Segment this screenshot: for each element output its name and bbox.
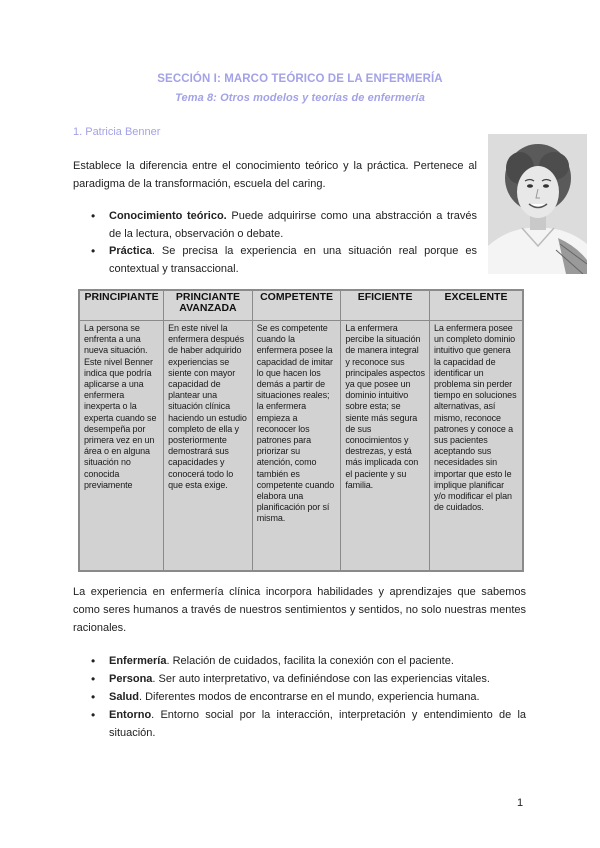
- table-header: EFICIENTE: [341, 291, 430, 321]
- list-item: • Salud. Diferentes modos de encontrarse en el mundo, experiencia humana.: [73, 689, 526, 707]
- table-header: COMPETENTE: [252, 291, 341, 321]
- paradigm-list: [73, 653, 526, 743]
- intro-paragraph: Establece la diferencia entre el conocimiento teórico y la práctica. Pertenece al paradigma de la transformación, escuela del caring.: [73, 160, 477, 190]
- list-item: • Enfermería. Relación de cuidados, facilita la conexión con el paciente.: [73, 653, 526, 671]
- list-item: • Conocimiento teórico. Puede adquirirse como una abstracción a través de la lectura, observación o debate.: [73, 208, 477, 243]
- table-cell: La persona se enfrenta a una nueva situación. Este nivel Benner indica que podría aplicarse a una enfermera inexperta o la experta cuando se desempeña por primera vez en un área o en alguna situación no conocida previamente: [80, 321, 164, 571]
- section-title: SECCIÓN I: MARCO TEÓRICO DE LA ENFERMERÍA: [157, 73, 443, 85]
- table-cell: La enfermera posee un completo dominio intuitivo que genera la capacidad de identificar un problema sin perder tiempo en soluciones alternativas, así mismo, reconoce patrones y conoce a sus pacientes aceptando sus necesidades sin importar que esto le implique planificar y/o modificar el plan de cuidados.: [429, 321, 522, 571]
- table-header: EXCELENTE: [429, 291, 522, 321]
- topic-title: Tema 8: Otros modelos y teorías de enfermería: [175, 92, 425, 104]
- table-row: [80, 321, 523, 571]
- table-header: PRINCIPIANTE: [80, 291, 164, 321]
- table-cell: Se es competente cuando la enfermera posee la capacidad de imitar lo que hacen los demás a partir de situaciones reales; la enfermera empieza a reconocer los patrones para priorizar su atención, como también es competente cuando elabora una planificación por sí misma.: [252, 321, 341, 571]
- patricia-benner-photo: [488, 134, 587, 274]
- knowledge-list: [73, 208, 477, 278]
- page-number: 1: [517, 797, 524, 809]
- benner-levels-table: [78, 289, 524, 572]
- subheading-patricia-benner: 1. Patricia Benner: [73, 126, 161, 138]
- list-item: • Entorno. Entorno social por la interacción, interpretación y entendimiento de la situación.: [73, 707, 526, 742]
- table-cell: La enfermera percibe la situación de manera integral y reconoce sus principales aspectos ya que posee un dominio intuitivo sobre esta; se siente más segura de sus conocimientos y destrezas, y está más implicada con el paciente y su familia.: [341, 321, 430, 571]
- list-item: • Práctica. Se precisa la experiencia en una situación real porque es contextual y transaccional.: [73, 243, 477, 278]
- table-header: PRINCIANTE AVANZADA: [164, 291, 253, 321]
- table-cell: En este nivel la enfermera después de haber adquirido experiencias se siente con mayor capacidad de plantear una situación clínica haciendo un estudio completo de ella y posteriormente demostrará sus capacidades y conocerá todo lo que esta exige.: [164, 321, 253, 571]
- list-item: • Persona. Ser auto interpretativo, va definiéndose con las experiencias vitales.: [73, 671, 526, 689]
- experience-paragraph: La experiencia en enfermería clínica incorpora habilidades y aprendizajes que sabemos como seres humanos a través de nuestros sentimientos y sentidos, no solo nuestras mentes racionales.: [73, 586, 526, 634]
